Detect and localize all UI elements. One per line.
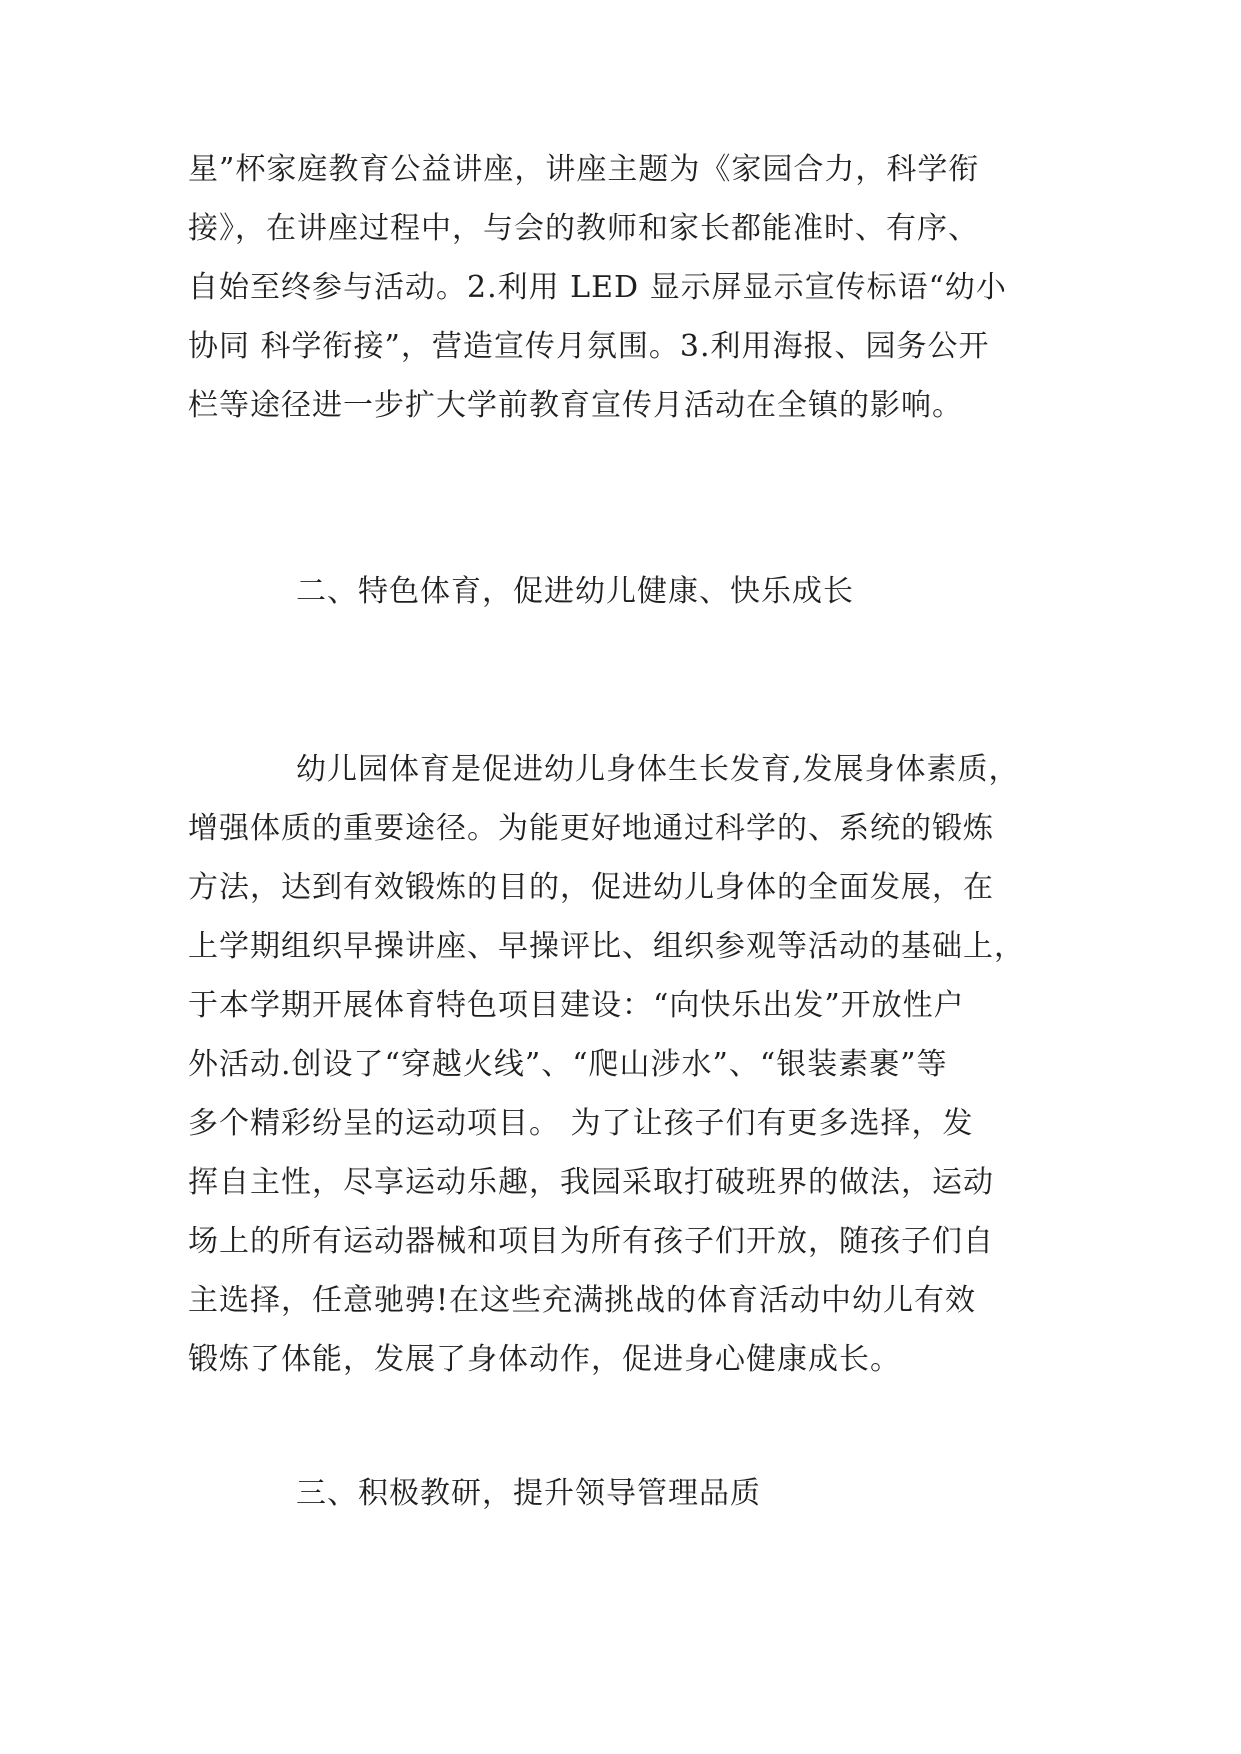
text-line: 协同 科学衔接”，营造宣传月氛围。3.利用海报、园务公开	[188, 329, 990, 364]
text-line: 上学期组织早操讲座、早操评比、组织参观等活动的基础上，	[188, 929, 1025, 964]
text-line: 星”杯家庭教育公益讲座，讲座主题为《家园合力，科学衔	[188, 152, 980, 187]
text-line: 接》，在讲座过程中，与会的教师和家长都能准时、有序、	[188, 211, 979, 246]
section-heading-2: 二、特色体育，促进幼儿健康、快乐成长	[296, 574, 854, 609]
text-line: 于本学期开展体育特色项目建设：“向快乐出发”开放性户	[188, 988, 965, 1023]
text-line: 场上的所有运动器械和项目为所有孩子们开放，随孩子们自	[188, 1224, 994, 1259]
text-line: 栏等途径进一步扩大学前教育宣传月活动在全镇的影响。	[188, 388, 963, 423]
text-line: 自始至终参与活动。2.利用 LED 显示屏显示宣传标语“幼小	[188, 270, 1007, 305]
text-line: 锻炼了体能，发展了身体动作，促进身心健康成长。	[188, 1342, 901, 1377]
text-line: 挥自主性，尽享运动乐趣，我园采取打破班界的做法，运动	[188, 1165, 994, 1200]
text-line: 增强体质的重要途径。为能更好地通过科学的、系统的锻炼	[188, 811, 994, 846]
text-line: 主选择，任意驰骋!在这些充满挑战的体育活动中幼儿有效	[188, 1283, 977, 1318]
text-line: 方法，达到有效锻炼的目的，促进幼儿身体的全面发展，在	[188, 870, 994, 905]
text-line: 外活动.创设了“穿越火线”、“爬山涉水”、“银装素裹”等	[188, 1047, 948, 1082]
text-line: 多个精彩纷呈的运动项目。 为了让孩子们有更多选择，发	[188, 1106, 974, 1141]
text-line: 幼儿园体育是促进幼儿身体生长发育,发展身体素质，	[296, 752, 1020, 787]
section-heading-3: 三、积极教研，提升领导管理品质	[296, 1476, 761, 1511]
paragraph-sports-program	[188, 740, 1068, 1389]
paragraph-lecture-publicity	[188, 140, 1068, 435]
